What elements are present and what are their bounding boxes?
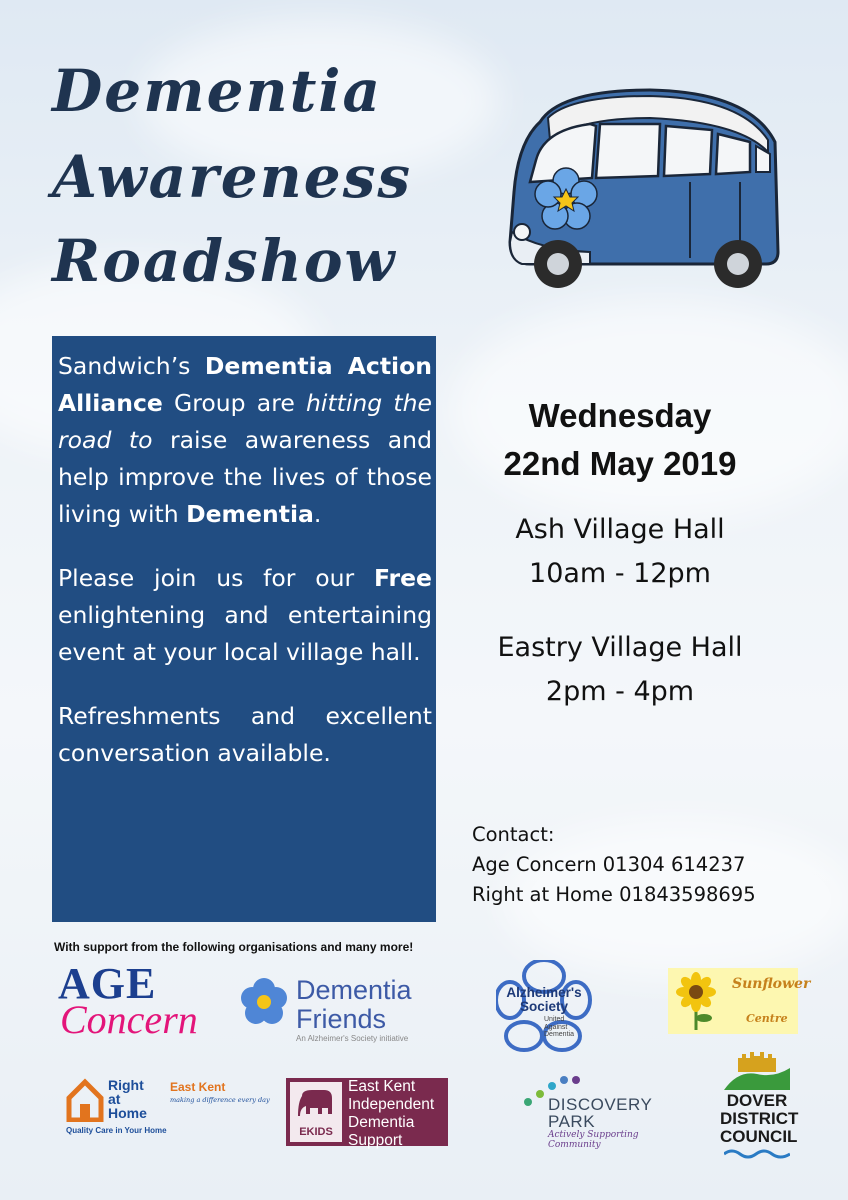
title-line-3: Roadshow	[52, 227, 397, 295]
venue-2: Eastry Village Hall	[497, 632, 743, 663]
time-1: 10am - 12pm	[529, 558, 711, 589]
intro-paragraph-3: Refreshments and excellent conversation available.	[58, 702, 432, 767]
intro-paragraph-1: Sandwich’s Dementia Action Alliance Group are hitting the road to raise awareness and help improve the lives of those living with Dementia.	[58, 352, 432, 528]
sunflower-centre-logo: Sunflower Centre	[668, 968, 798, 1034]
intro-paragraph-2: Please join us for our Free enlightening and entertaining event at your local village hall.	[58, 564, 432, 666]
time-2: 2pm - 4pm	[545, 676, 695, 707]
ekids-logo: EKIDS East Kent Independent Dementia Support	[286, 1078, 448, 1146]
house-icon	[66, 1078, 104, 1122]
sunflower-icon	[674, 972, 718, 1030]
elephant-icon	[296, 1088, 336, 1122]
campervan-illustration	[500, 82, 790, 302]
alzheimers-society-logo: Alzheimer's Society United Against Dementia	[496, 960, 592, 1052]
contact-right-at-home: Right at Home 01843598695	[472, 883, 756, 906]
dementia-friends-logo: Dementia Friends An Alzheimer's Society initiative	[238, 972, 438, 1047]
contact-age-concern: Age Concern 01304 614237	[472, 853, 746, 876]
age-concern-logo: AGE Concern	[58, 959, 198, 1042]
discovery-park-logo: DISCOVERY PARK Actively Supporting Community	[518, 1074, 678, 1144]
title-line-1: Dementia	[52, 57, 383, 125]
dover-district-council-logo: DOVER DISTRICT COUNCIL	[720, 1050, 794, 1162]
support-text: With support from the following organisations and many more!	[54, 940, 414, 954]
venue-1: Ash Village Hall	[515, 514, 725, 545]
contact-heading: Contact:	[472, 823, 555, 846]
right-at-home-logo: Right at Home East Kent making a difference every day Quality Care in Your Home	[66, 1077, 270, 1135]
contact-block	[472, 820, 756, 910]
cliff-icon	[724, 1068, 790, 1090]
forget-me-not-icon	[238, 976, 290, 1028]
wave-icon	[724, 1148, 790, 1160]
title-line-2: Awareness	[52, 143, 412, 211]
event-date: 22nd May 2019	[503, 445, 737, 482]
event-day: Wednesday	[528, 397, 712, 434]
intro-box	[52, 336, 436, 922]
